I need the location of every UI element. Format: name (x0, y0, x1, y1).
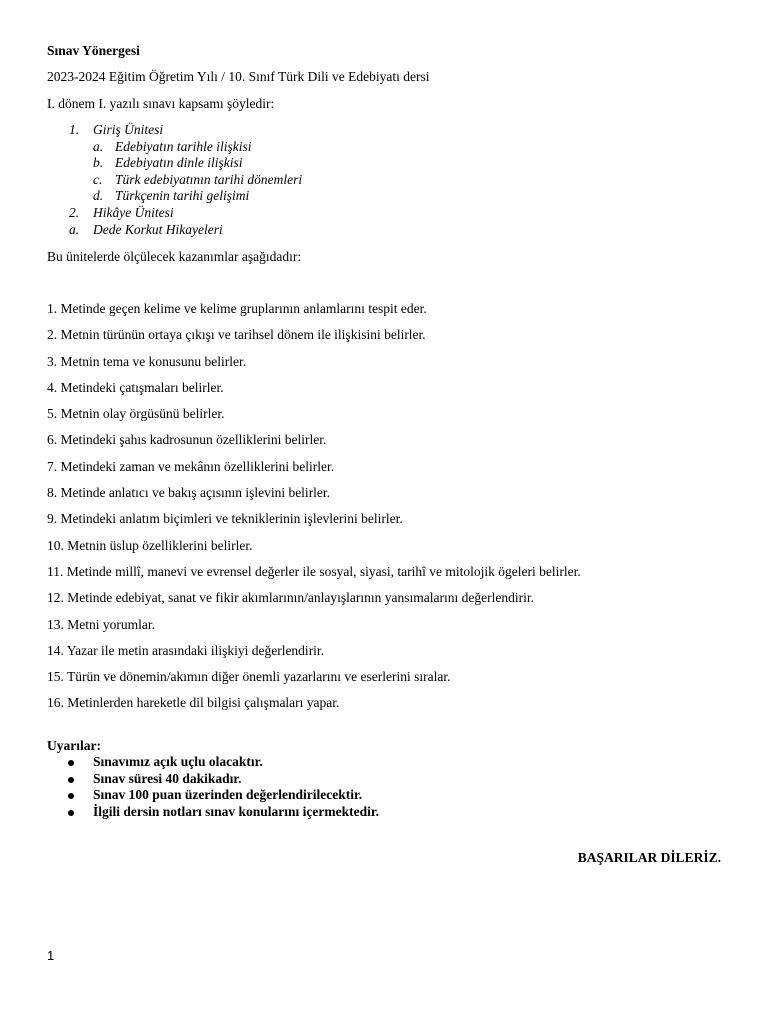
outcome-item: 5. Metnin olay örgüsünü belirler. (47, 406, 225, 422)
warning-text: Sınav süresi 40 dakikadır. (93, 770, 242, 786)
outline-number: b. (93, 155, 104, 171)
outline-text: Türkçenin tarihi gelişimi (115, 188, 250, 204)
document-page (47, 0, 727, 1024)
outline-number: a. (93, 138, 104, 154)
outcome-item: 2. Metnin türünün ortaya çıkışı ve tarihsel dönem ile ilişkisini belirler. (47, 327, 426, 343)
outline-number: a. (69, 221, 80, 237)
bullet-icon (68, 793, 74, 799)
outline-text: Dede Korkut Hikayeleri (93, 221, 223, 237)
closing-message: BAŞARILAR DİLERİZ. (577, 850, 721, 865)
warning-text: İlgili dersin notları sınav konularını içermektedir. (93, 803, 380, 819)
outcome-item: 6. Metindeki şahıs kadrosunun özelliklerini belirler. (47, 432, 327, 448)
scope-line: I. dönem I. yazılı sınavı kapsamı şöyledir: (47, 96, 275, 111)
warning-text: Sınavımız açık uçlu olacaktır. (93, 754, 263, 769)
outcome-item: 7. Metindeki zaman ve mekânın özelliklerini belirler. (47, 458, 335, 474)
outcome-item: 3. Metnin tema ve konusunu belirler. (47, 353, 247, 369)
bullet-icon (68, 760, 74, 766)
outcome-item: 4. Metindeki çatışmaları belirler. (47, 379, 224, 395)
outline-text: Türk edebiyatının tarihi dönemleri (115, 171, 303, 187)
outcome-item: 13. Metni yorumlar. (47, 616, 155, 632)
outcome-item: 8. Metinde anlatıcı ve bakış açısının işlevini belirler. (47, 485, 331, 501)
outcome-item: 16. Metinlerden hareketle dil bilgisi çalışmaları yapar. (47, 695, 340, 711)
outline-number: 2. (69, 204, 80, 220)
document-title: Sınav Yönergesi (47, 43, 140, 58)
outcomes-intro: Bu ünitelerde ölçülecek kazanımlar aşağıdadır: (47, 249, 302, 264)
warnings-heading: Uyarılar: (47, 738, 101, 753)
outline-text: Giriş Ünitesi (93, 122, 164, 137)
outcome-item: 9. Metindeki anlatım biçimleri ve tekniklerinin işlevlerini belirler. (47, 511, 403, 527)
outline-number: d. (93, 188, 104, 204)
bullet-icon (68, 777, 74, 783)
outcome-item: 14. Yazar ile metin arasındaki ilişkiyi değerlendirir. (47, 642, 325, 658)
outcome-item: 11. Metinde millî, manevi ve evrensel değerler ile sosyal, siyasi, tarihî ve mitolojik ögeleri belirler. (47, 563, 581, 579)
warning-text: Sınav 100 puan üzerinden değerlendirilecektir. (93, 787, 363, 802)
outcomes-list (47, 301, 581, 722)
outcome-item: 10. Metnin üslup özelliklerini belirler. (47, 537, 253, 553)
outline-number: c. (93, 171, 103, 187)
outline-number: 1. (69, 122, 80, 137)
outline-text: Edebiyatın dinle ilişkisi (115, 155, 243, 171)
page-number: 1 (47, 948, 55, 963)
bullet-icon (68, 810, 74, 816)
outcome-item: 12. Metinde edebiyat, sanat ve fikir akımlarının/anlayışlarının yansımalarını değerlendirir. (47, 590, 534, 606)
course-line: 2023-2024 Eğitim Öğretim Yılı / 10. Sınıf Türk Dili ve Edebiyatı dersi (47, 69, 430, 84)
outcome-item: 1. Metinde geçen kelime ve kelime gruplarının anlamlarını tespit eder. (47, 301, 427, 316)
outcome-item: 15. Türün ve dönemin/akımın diğer önemli yazarlarını ve eserlerini sıralar. (47, 669, 451, 685)
outline-text: Hikâye Ünitesi (93, 204, 174, 220)
outline-text: Edebiyatın tarihle ilişkisi (115, 138, 252, 154)
